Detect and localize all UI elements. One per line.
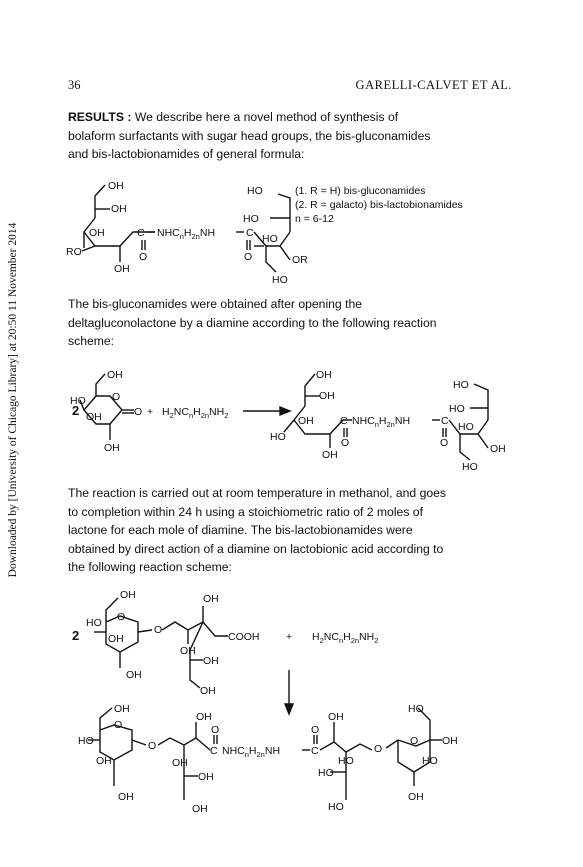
svg-text:H2NCnH2nNH2: $H_2NC_nH_{2n}NH_2$ bbox=[312, 631, 379, 645]
svg-text:OH: OH bbox=[490, 443, 506, 455]
svg-text:O: O bbox=[148, 740, 157, 752]
svg-text:O: O bbox=[117, 611, 126, 623]
svg-text:O: O bbox=[211, 724, 220, 736]
reaction-line-5: the following reaction scheme: bbox=[68, 560, 232, 574]
svg-text:OH: OH bbox=[298, 415, 314, 427]
svg-text:RO: RO bbox=[66, 246, 82, 258]
svg-text:OH: OH bbox=[192, 803, 208, 815]
svg-text:HO: HO bbox=[453, 379, 469, 391]
svg-text:OH: OH bbox=[328, 711, 344, 723]
svg-text:O: O bbox=[374, 743, 383, 755]
svg-text:OH: OH bbox=[111, 203, 127, 215]
svg-text:HO: HO bbox=[422, 755, 438, 767]
svg-text:HO: HO bbox=[86, 617, 102, 629]
svg-text:C: C bbox=[311, 745, 319, 757]
svg-text:2: 2 bbox=[72, 628, 80, 643]
svg-text:HO: HO bbox=[70, 395, 86, 407]
svg-text:O: O bbox=[440, 437, 449, 449]
svg-text:O: O bbox=[154, 624, 163, 636]
svg-text:HO: HO bbox=[462, 461, 478, 473]
svg-text:C: C bbox=[137, 227, 145, 239]
results-line-3: and bis-lactobionamides of general formula: bbox=[68, 147, 305, 161]
svg-text:OH: OH bbox=[118, 791, 134, 803]
svg-text:NHCnH2nNH: $NHC_nH_{2n}NH$ bbox=[352, 415, 411, 429]
running-head: GARELLI-CALVET ET AL. bbox=[355, 78, 512, 92]
svg-text:NHCnH2nNH: $NHC_nH_{2n}NH$ bbox=[157, 227, 216, 241]
svg-text:OH: OH bbox=[120, 589, 136, 601]
svg-text:NHCnH2nNH: $NHC_nH_{2n}NH$ bbox=[222, 745, 281, 759]
svg-text:HO: HO bbox=[243, 213, 259, 225]
svg-text:OH: OH bbox=[104, 442, 120, 454]
reaction-line-1: The reaction is carried out at room temperature in methanol, and goes bbox=[68, 486, 447, 500]
svg-text:OH: OH bbox=[89, 227, 105, 239]
svg-text:OH: OH bbox=[203, 593, 219, 605]
svg-text:O: O bbox=[311, 724, 320, 736]
svg-text:HO: HO bbox=[458, 421, 474, 433]
gluconamide-line-2: deltagluconolactone by a diamine according to the following reaction bbox=[68, 315, 437, 330]
svg-text:OH: OH bbox=[200, 685, 216, 697]
gluconamide-line-1: The bis-gluconamides were obtained after opening the bbox=[68, 297, 363, 311]
svg-text:OH: OH bbox=[126, 669, 142, 681]
svg-text:OH: OH bbox=[180, 645, 196, 657]
svg-text:OH: OH bbox=[408, 791, 424, 803]
results-label: RESULTS : bbox=[68, 110, 132, 124]
svg-text:+: + bbox=[286, 631, 293, 643]
svg-text:OH: OH bbox=[203, 655, 219, 667]
svg-text:C: C bbox=[210, 745, 218, 757]
svg-text:OH: OH bbox=[196, 711, 212, 723]
svg-text:HO: HO bbox=[78, 735, 94, 747]
reaction-line-4: obtained by direct action of a diamine on lactobionic acid according to bbox=[68, 541, 444, 556]
svg-text:H2NCnH2nNH2: $H_2NC_nH_{2n}NH_2$ bbox=[162, 406, 229, 420]
svg-text:OH: OH bbox=[322, 449, 338, 461]
reaction-line-3: lactone for each mole of diamine. The bis-lactobionamides were bbox=[68, 523, 413, 537]
svg-text:COOH: COOH bbox=[228, 631, 260, 643]
svg-text:C: C bbox=[246, 227, 254, 239]
svg-text:OH: OH bbox=[96, 755, 112, 767]
formula-legend-2: (2. R = galacto) bis-lactobionamides bbox=[295, 199, 463, 211]
svg-text:2: 2 bbox=[72, 403, 80, 418]
svg-text:OH: OH bbox=[86, 411, 102, 423]
reaction-line-2: to completion within 24 h using a stoichiometric ratio of 2 moles of bbox=[68, 504, 423, 519]
svg-text:OH: OH bbox=[108, 633, 124, 645]
svg-text:C: C bbox=[441, 415, 449, 427]
svg-text:OH: OH bbox=[172, 757, 188, 769]
page-number: 36 bbox=[68, 78, 81, 92]
svg-text:OH: OH bbox=[316, 369, 332, 381]
svg-text:OH: OH bbox=[114, 263, 130, 275]
gluconamide-line-3: scheme: bbox=[68, 334, 115, 348]
results-line-2: bolaform surfactants with sugar head groups, the bis-gluconamides bbox=[68, 128, 431, 143]
svg-text:HO: HO bbox=[247, 185, 263, 197]
svg-text:HO: HO bbox=[328, 801, 344, 813]
svg-text:OH: OH bbox=[319, 390, 335, 402]
svg-text:OH: OH bbox=[107, 369, 123, 381]
download-watermark-text: Downloaded by [University of Chicago Library] at 20:50 11 November 2014 bbox=[7, 222, 19, 578]
svg-text:O: O bbox=[134, 406, 143, 418]
svg-text:OR: OR bbox=[292, 254, 308, 266]
svg-text:O: O bbox=[341, 437, 350, 449]
svg-text:HO: HO bbox=[272, 274, 288, 286]
svg-text:HO: HO bbox=[318, 767, 334, 779]
svg-text:+: + bbox=[147, 406, 154, 418]
svg-text:C: C bbox=[340, 415, 348, 427]
svg-text:HO: HO bbox=[408, 703, 424, 715]
svg-text:OH: OH bbox=[108, 180, 124, 192]
svg-text:OH: OH bbox=[198, 771, 214, 783]
svg-text:HO: HO bbox=[338, 755, 354, 767]
svg-text:O: O bbox=[139, 251, 148, 263]
svg-text:O: O bbox=[112, 391, 121, 403]
svg-text:HO: HO bbox=[262, 233, 278, 245]
svg-text:HO: HO bbox=[449, 403, 465, 415]
svg-text:O: O bbox=[244, 251, 253, 263]
svg-text:O: O bbox=[114, 719, 123, 731]
svg-text:OH: OH bbox=[114, 703, 130, 715]
formula-legend-1: (1. R = H) bis-gluconamides bbox=[295, 185, 426, 197]
svg-text:OH: OH bbox=[442, 735, 458, 747]
formula-legend-3: n = 6-12 bbox=[295, 213, 334, 225]
svg-text:HO: HO bbox=[270, 431, 286, 443]
results-line-1: We describe here a novel method of synthesis of bbox=[134, 110, 399, 124]
svg-text:O: O bbox=[410, 735, 419, 747]
